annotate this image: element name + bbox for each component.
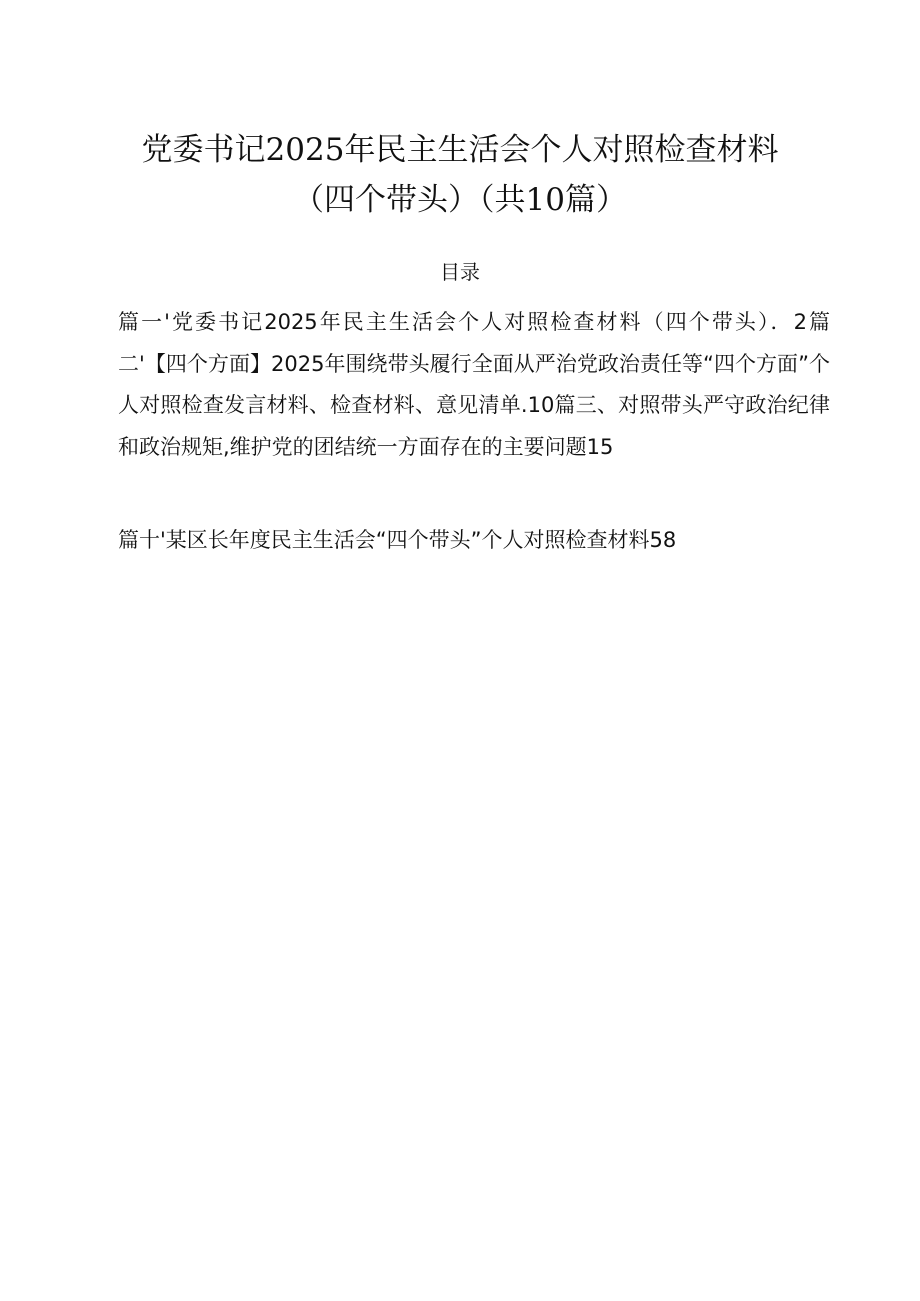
document-title-line-1: 党委书记2025年民主生活会个人对照检查材料 — [141, 132, 779, 168]
document-title-line-2: （四个带头）（共10篇） — [293, 182, 627, 218]
toc-entry-last: 篇十'某区长年度民主生活会“四个带头”个人对照检查材料58 — [118, 528, 677, 552]
toc-heading: 目录 — [440, 260, 480, 284]
toc-paragraph: 篇一'党委书记2025年民主生活会个人对照检查材料（四个带头）．2篇二'【四个方面】2025年围绕带头履行全面从严治党政治责任等“四个方面”个人对照检查发言材料、检查材料、意见清单.10篇三、对照带头严守政治纪律和政治规矩,维护党的团结统一方面存在的主要问题15 — [118, 310, 830, 459]
